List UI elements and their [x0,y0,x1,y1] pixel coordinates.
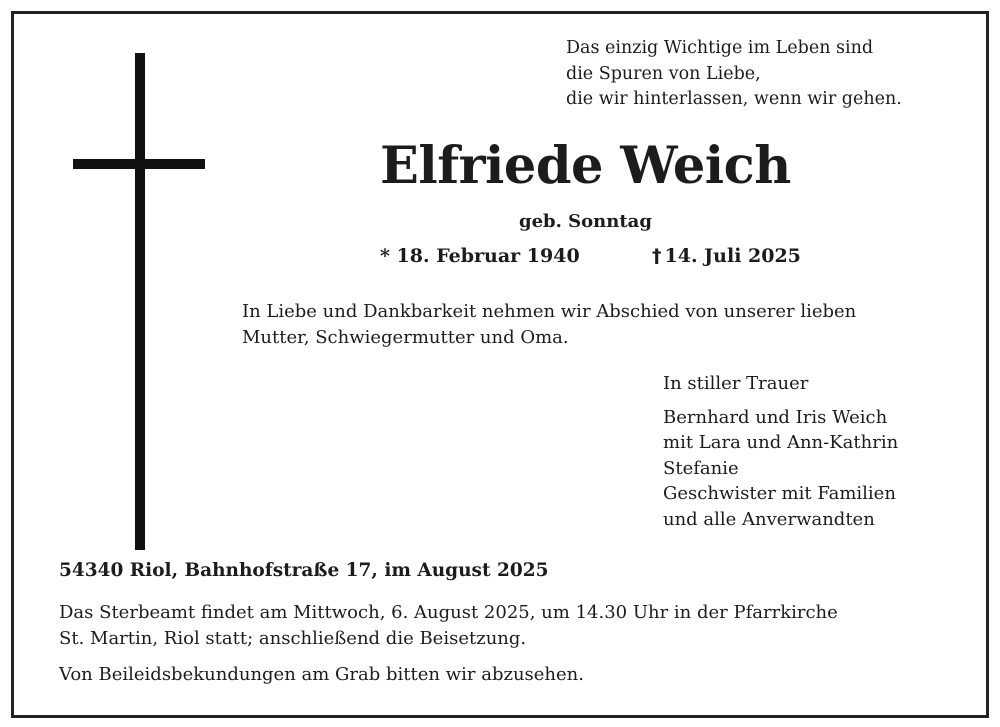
death-date: 14. Juli 2025 [664,245,801,267]
deceased-name: Elfriede Weich [380,136,791,196]
mourner-line: mit Lara und Ann-Kathrin [663,432,899,453]
memorial-quote [566,36,966,113]
birth-date: * 18. Februar 1940 [380,245,580,267]
dagger-icon: † [652,245,662,267]
farewell-line: Mutter, Schwiegermutter und Oma. [242,327,569,348]
farewell-text [242,299,942,351]
cross-icon [135,53,145,550]
maiden-name: geb. Sonntag [519,211,652,232]
cross-icon-bar [73,159,205,169]
service-info [59,600,959,651]
quote-line: die wir hinterlassen, wenn wir gehen. [566,89,902,109]
quote-line: Das einzig Wichtige im Leben sind [566,38,874,58]
mourner-line: und alle Anverwandten [663,508,875,530]
mourners-block [663,371,963,532]
service-line: St. Martin, Riol statt; anschließend die Beisetzung. [59,627,527,649]
condolence-note: Von Beileidsbekundungen am Grab bitten wir abzusehen. [59,664,584,685]
service-line: Das Sterbeamt findet am Mittwoch, 6. August 2025, um 14.30 Uhr in der Pfarrkirche [59,602,838,623]
address-line: 54340 Riol, Bahnhofstraße 17, im August 2025 [59,560,549,581]
mourner-line: Geschwister mit Familien [663,483,896,504]
mourners-heading: In stiller Trauer [663,373,809,394]
mourner-line: Stefanie [663,457,739,479]
mourner-line: Bernhard und Iris Weich [663,406,888,428]
death-date-block [652,245,801,267]
quote-line: die Spuren von Liebe, [566,63,761,84]
farewell-line: In Liebe und Dankbarkeit nehmen wir Abschied von unserer lieben [242,301,857,322]
